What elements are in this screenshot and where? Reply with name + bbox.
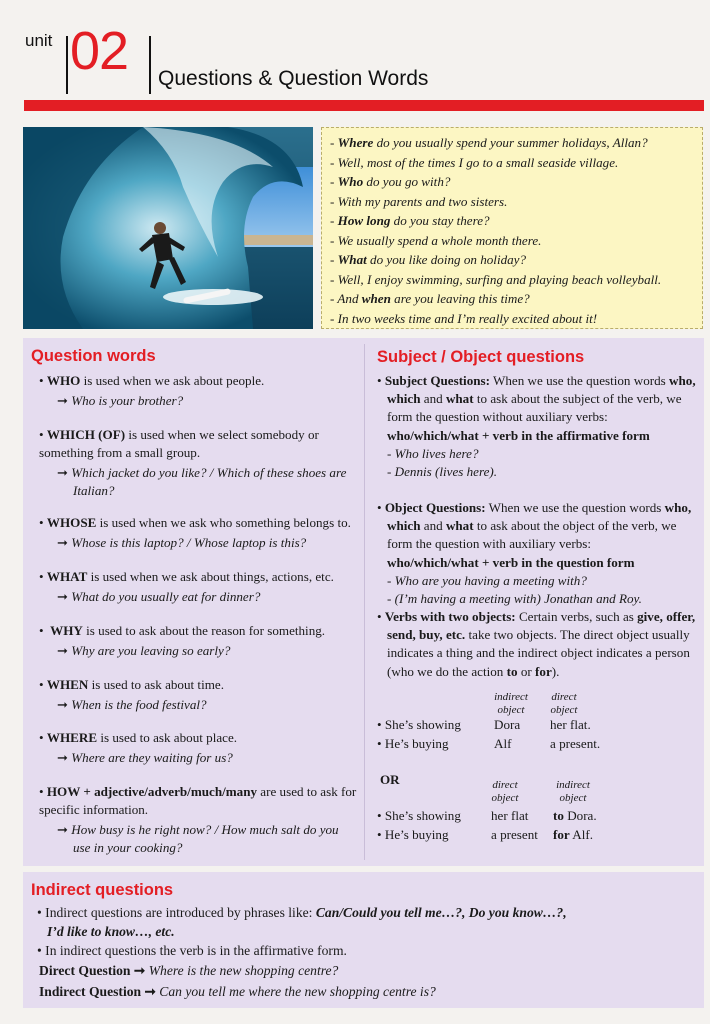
object-questions-block: • Object Questions: When we use the question words who, which and what to ask about the object of the verb, we form the question with auxiliary verbs: who/which/what + verb in the question form - Who are you having a meeting with? - (I’m having a meeting with) Jonathan and Roy. (377, 500, 692, 607)
example-cell: to Dora. (553, 808, 597, 823)
indirect-line: I’d like to know…, etc. (47, 924, 175, 939)
surfer-illustration (23, 127, 313, 329)
subject-object-heading: Subject / Object questions (377, 348, 585, 366)
example-row: • She’s showing (377, 717, 461, 732)
direct-question-example: Direct Question ➞ Where is the new shopping centre? (39, 963, 339, 978)
question-words-heading: Question words (31, 347, 156, 365)
surfer-photo (23, 127, 313, 329)
example-cell: Alf (494, 736, 512, 751)
example-cell: Dora (494, 717, 521, 732)
grammar-box (23, 338, 704, 866)
indirect-object-label: indirect object (556, 779, 590, 804)
direct-object-label: direct object (550, 691, 578, 716)
indirect-line: • In indirect questions the verb is in the affirmative form. (37, 943, 347, 958)
dialogue-line: - What do you like doing on holiday? (330, 252, 527, 267)
example-cell: a present. (550, 736, 601, 751)
dialogue-line: - With my parents and two sisters. (330, 193, 508, 209)
column-divider (364, 344, 365, 860)
indirect-questions-box (23, 872, 704, 1008)
question-word-item: • HOW + adjective/adverb/much/many are used to ask for specific information. ➞ How busy is he right now? / How much salt do you use in your cooking? (39, 784, 357, 855)
divider (149, 36, 151, 94)
example-cell: her flat (491, 808, 529, 823)
example-row: • She’s showing (377, 808, 461, 823)
subject-questions-block: • Subject Questions: When we use the question words who, which and what to ask about the subject of the verb, we form the question without auxiliary verbs: who/which/what + verb in the affirmative form - Who lives here? - Dennis (lives here). (377, 373, 696, 480)
or-label: OR (380, 772, 400, 787)
question-word-item: • WHICH (OF) is used when we select somebody or something from a small group. ➞ Which jacket do you like? / Which of these shoes are Italian? (39, 427, 347, 498)
example-cell: for Alf. (553, 827, 594, 842)
dialogue-line: - In two weeks time and I’m really excited about it! (330, 310, 598, 326)
divider (66, 36, 68, 94)
indirect-questions-heading: Indirect questions (31, 881, 174, 899)
unit-header (0, 0, 710, 120)
dialogue-line: - Where do you usually spend your summer holidays, Allan? (330, 135, 648, 150)
question-word-item: • WHY is used to ask about the reason for something. ➞ Why are you leaving so early? (39, 623, 326, 658)
dialogue-line: - Well, most of the times I go to a small seaside village. (330, 154, 619, 170)
dialogue-line: - Well, I enjoy swimming, surfing and playing beach volleyball. (330, 271, 662, 287)
question-word-item: • WHO is used when we ask about people. ➞ Who is your brother? (39, 373, 265, 408)
dialogue-line: - Who do you go with? (330, 174, 451, 189)
page-title: Questions & Question Words (158, 67, 429, 90)
header-rule (24, 100, 704, 111)
indirect-object-label: indirect object (494, 691, 528, 716)
example-cell: a present (491, 827, 538, 842)
indirect-line: • Indirect questions are introduced by phrases like: Can/Could you tell me…?, Do you know…?, (37, 905, 567, 920)
two-objects-block: • Verbs with two objects: Certain verbs, such as give, offer, send, buy, etc. take two objects. The direct object usually indicates a thing and the indirect object indicates a person (who we do the action to or for). (377, 609, 696, 679)
dialogue-line: - How long do you stay there? (330, 213, 490, 228)
direct-object-label: direct object (491, 779, 519, 804)
dialogue-line: - We usually spend a whole month there. (330, 232, 542, 248)
question-word-item: • WHERE is used to ask about place. ➞ Where are they waiting for us? (39, 730, 238, 765)
question-word-item: • WHOSE is used when we ask who something belongs to. ➞ Whose is this laptop? / Whose laptop is this? (39, 515, 351, 550)
example-row: • He’s buying (377, 736, 449, 751)
dialogue-box (321, 127, 703, 329)
unit-number: 02 (70, 21, 129, 81)
unit-label: unit (25, 31, 53, 50)
dialogue-line: - And when are you leaving this time? (330, 291, 530, 306)
question-word-item: • WHAT is used when we ask about things, actions, etc. ➞ What do you usually eat for dinner? (39, 569, 334, 604)
indirect-question-example: Indirect Question ➞ Can you tell me where the new shopping centre is? (39, 984, 436, 999)
question-word-item: • WHEN is used to ask about time. ➞ When is the food festival? (39, 677, 224, 712)
example-row: • He’s buying (377, 827, 449, 842)
example-cell: her flat. (550, 717, 591, 732)
